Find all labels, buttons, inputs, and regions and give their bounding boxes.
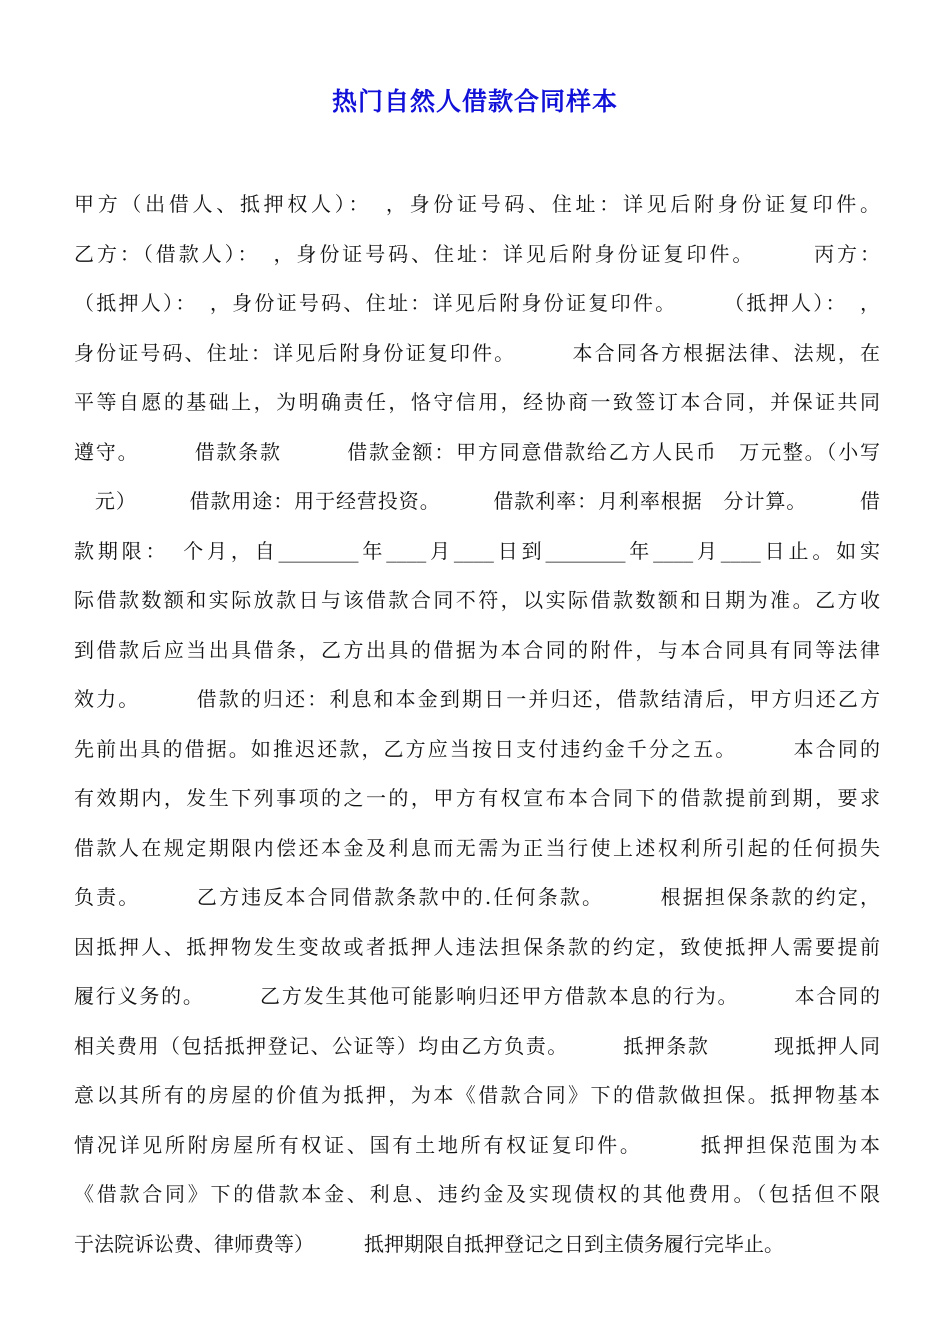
contract-body xyxy=(74,180,880,1269)
body-line: 情况详见所附房屋所有权证、国有土地所有权证复印件。 抵押担保范围为本 xyxy=(74,1132,880,1157)
body-line: 乙方：（借款人）： ，身份证号码、住址：详见后附身份证复印件。 丙方： xyxy=(74,241,880,266)
body-line: 《借款合同》下的借款本金、利息、违约金及实现债权的其他费用。（包括但不限 xyxy=(74,1182,880,1206)
body-line: 效力。 借款的归还：利息和本金到期日一并归还，借款结清后，甲方归还乙方 xyxy=(74,687,880,711)
document-title: 热门自然人借款合同样本 xyxy=(331,87,618,116)
body-line: 遵守。 借款条款 借款金额：甲方同意借款给乙方人民币 万元整。（小写 xyxy=(74,439,880,464)
body-line: 有效期内，发生下列事项的之一的，甲方有权宣布本合同下的借款提前到期，要求 xyxy=(74,786,880,810)
body-line: 负责。 乙方违反本合同借款条款中的.任何条款。 根据担保条款的约定， xyxy=(74,885,880,909)
body-line: 甲方（出借人、抵押权人）： ，身份证号码、住址：详见后附身份证复印件。 xyxy=(74,192,880,216)
body-line: 款期限： 个月，自________年____月____日到________年____月____日止。如实 xyxy=(74,538,880,563)
body-line: 借款人在规定期限内偿还本金及利息而无需为正当行使上述权利所引起的任何损失 xyxy=(74,835,880,860)
body-line: 平等自愿的基础上，为明确责任，恪守信用，经协商一致签订本合同，并保证共同 xyxy=(74,390,880,414)
body-line: 因抵押人、抵押物发生变故或者抵押人违法担保条款的约定，致使抵押人需要提前 xyxy=(74,934,880,959)
body-line: 元） 借款用途：用于经营投资。 借款利率：月利率根据 分计算。 借 xyxy=(74,489,880,513)
body-line: 相关费用（包括抵押登记、公证等）均由乙方负责。 抵押条款 现抵押人同 xyxy=(74,1033,880,1058)
body-line: 际借款数额和实际放款日与该借款合同不符，以实际借款数额和日期为准。乙方收 xyxy=(74,588,880,612)
body-line: 履行义务的。 乙方发生其他可能影响归还甲方借款本息的行为。 本合同的 xyxy=(74,984,880,1008)
body-line: 意以其所有的房屋的价值为抵押，为本《借款合同》下的借款做担保。抵押物基本 xyxy=(74,1083,880,1107)
body-line: 于法院诉讼费、律师费等） 抵押期限自抵押登记之日到主债务履行完毕止。 xyxy=(74,1231,784,1256)
body-line: 先前出具的借据。如推迟还款，乙方应当按日支付违约金千分之五。 本合同的 xyxy=(74,736,880,761)
body-line: （抵押人）： ，身份证号码、住址：详见后附身份证复印件。 （抵押人）： ， xyxy=(74,291,880,315)
body-line: 身份证号码、住址：详见后附身份证复印件。 本合同各方根据法律、法规，在 xyxy=(74,340,880,365)
body-line: 到借款后应当出具借条，乙方出具的借据为本合同的附件，与本合同具有同等法律 xyxy=(74,637,880,662)
